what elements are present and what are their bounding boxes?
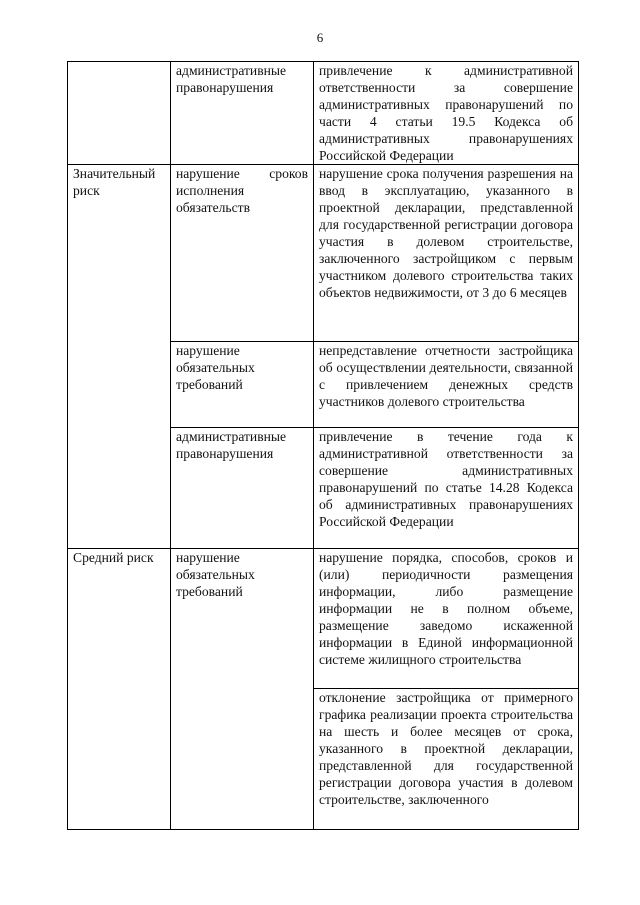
category-cell: нарушение обязательных требований xyxy=(171,549,314,830)
description-cell: нарушение срока получения разрешения на ввод в эксплуатацию, указанного в проектной декларации, представленной для государственной регистрации договора участия в долевом строительстве, заключенного застройщиком с первым участником долевого строительства таких объектов недвижимости, от 3 до 6 месяцев xyxy=(314,165,579,342)
category-cell: нарушение обязательных требований xyxy=(171,342,314,428)
description-cell: непредставление отчетности застройщика об осуществлении деятельности, связанной с привлечением денежных средств участников долевого строительства xyxy=(314,342,579,428)
description-cell: отклонение застройщика от примерного графика реализации проекта строительства на шесть и более месяцев от срока, указанного в проектной декларации, представленной для государственной регистрации договора участия в долевом строительстве, заключенного xyxy=(314,689,579,830)
table-row xyxy=(68,165,579,342)
risk-cell xyxy=(68,62,171,165)
category-cell: административные правонарушения xyxy=(171,62,314,165)
description-cell: привлечение к административной ответственности за совершение административных правонарушений по части 4 статьи 19.5 Кодекса об административных правонарушениях Российской Федерации xyxy=(314,62,579,165)
table-row xyxy=(68,62,579,165)
page-number: 6 xyxy=(316,30,324,45)
category-cell: административные правонарушения xyxy=(171,428,314,549)
risk-level-cell: Значительный риск xyxy=(68,165,171,549)
table-row xyxy=(68,549,579,689)
risk-table xyxy=(67,61,579,830)
description-cell: привлечение в течение года к административной ответственности за совершение административных правонарушений по статье 14.28 Кодекса об административных правонарушениях Российской Федерации xyxy=(314,428,579,549)
category-cell: нарушение сроков исполнения обязательств xyxy=(171,165,314,342)
risk-level-cell: Средний риск xyxy=(68,549,171,830)
description-cell: нарушение порядка, способов, сроков и (или) периодичности размещения информации, либо размещение информации не в полном объеме, размещение заведомо искаженной информации в Единой информационной системе жилищного строительства xyxy=(314,549,579,689)
